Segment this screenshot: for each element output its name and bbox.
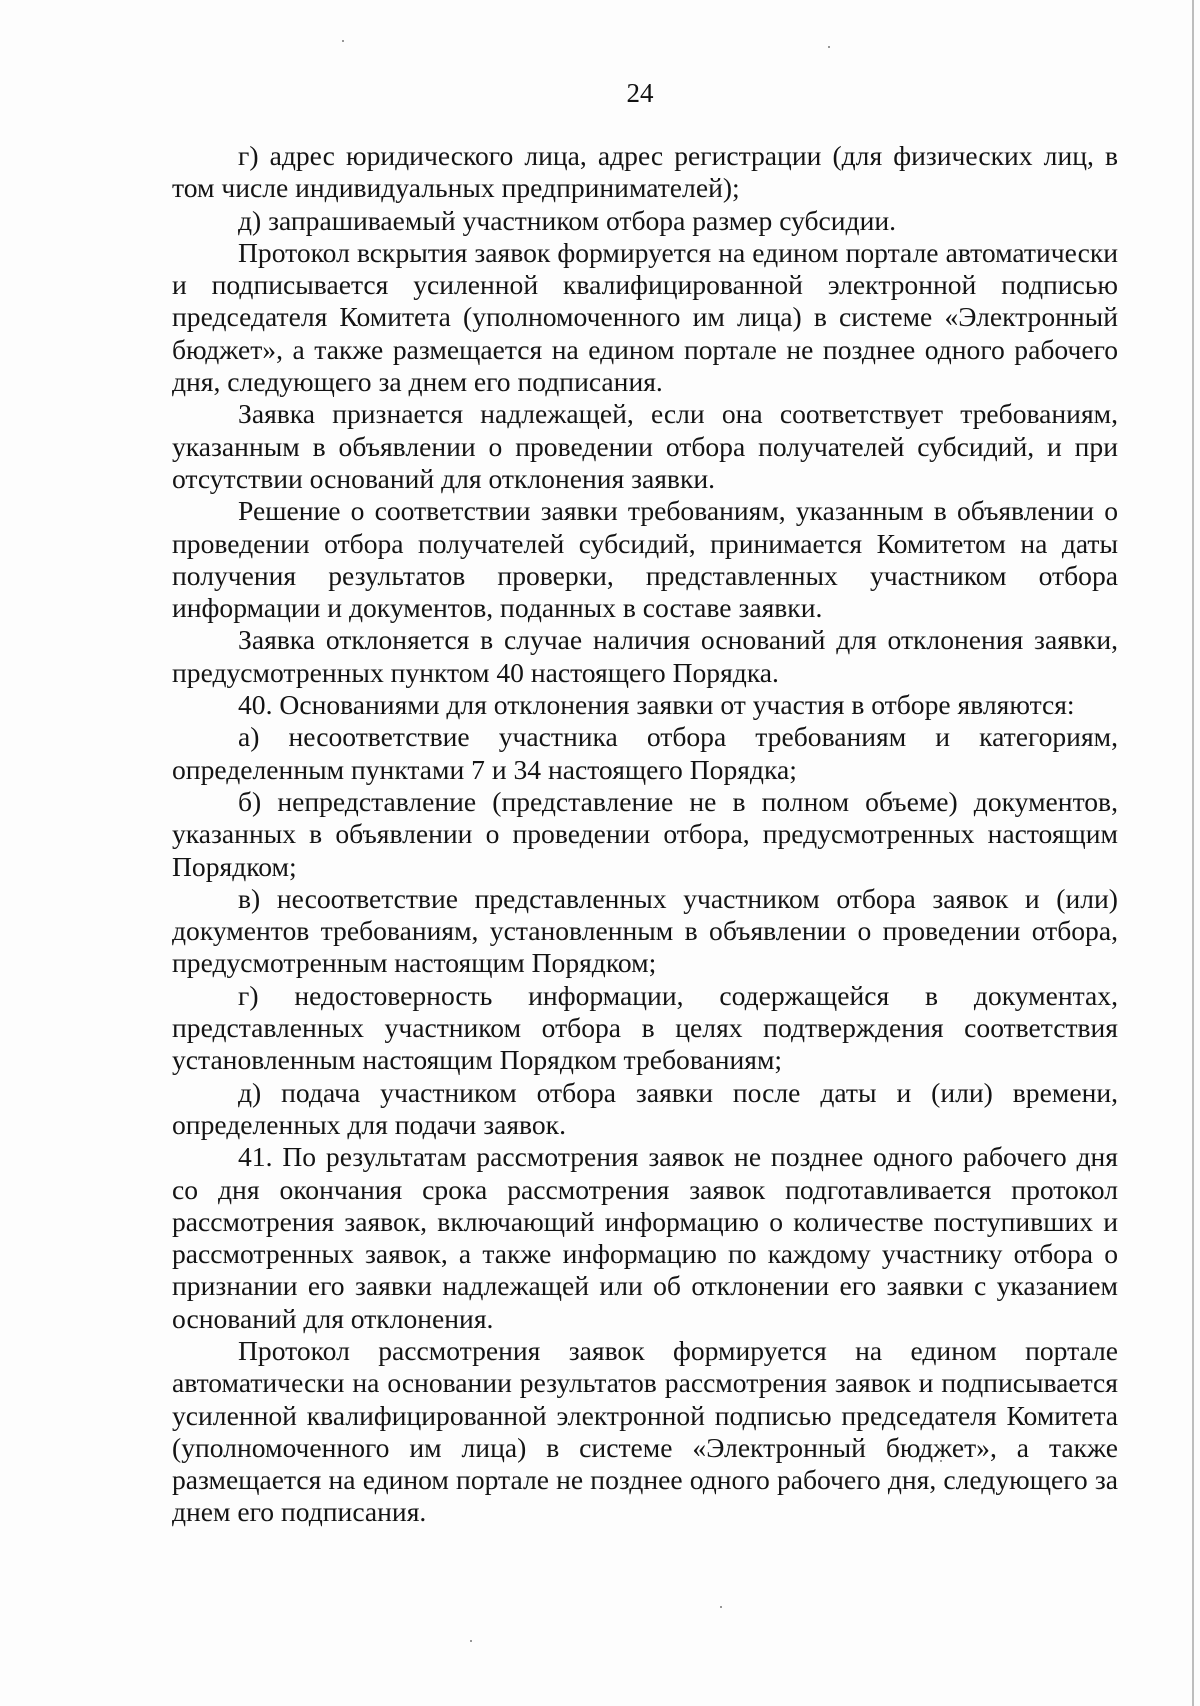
scan-speck	[828, 46, 830, 48]
scan-speck	[720, 1606, 722, 1608]
paragraph-clause-40-a: а) несоответствие участника отбора требованиям и категориям, определенным пунктами 7 и 34 настоящего Порядка;	[172, 721, 1118, 785]
paragraph-item-d-subsidy: д) запрашиваемый участником отбора размер субсидии.	[238, 204, 897, 236]
page-number: 24	[626, 78, 654, 108]
paragraph-clause-40: 40. Основаниями для отклонения заявки от участия в отборе являются:	[238, 689, 1075, 721]
scan-speck	[342, 40, 344, 42]
paragraph-item-g-address: г) адрес юридического лица, адрес регистрации (для физических лиц, в том числе индивидуальных предпринимателей);	[172, 140, 1118, 204]
paragraph-compliance-decision: Решение о соответствии заявки требованиям, указанным в объявлении о проведении отбора получателей субсидий, принимается Комитетом на даты получения результатов проверки, представленных участником отбора информации и документов, поданных в составе заявки.	[172, 495, 1118, 624]
paragraph-clause-40-d: д) подача участником отбора заявки после даты и (или) времени, определенных для подачи заявок.	[172, 1076, 1118, 1140]
document-body	[172, 140, 1118, 1529]
paragraph-clause-40-v: в) несоответствие представленных участником отбора заявок и (или) документов требованиям, установленным в объявлении о проведении отбора, предусмотренным настоящим Порядком;	[172, 882, 1118, 979]
paragraph-application-rejected: Заявка отклоняется в случае наличия оснований для отклонения заявки, предусмотренных пунктом 40 настоящего Порядка.	[172, 624, 1118, 688]
scan-speck	[470, 1640, 472, 1642]
paragraph-clause-41: 41. По результатам рассмотрения заявок не позднее одного рабочего дня со дня окончания срока рассмотрения заявок подготавливается протокол рассмотрения заявок, включающий информацию о количестве поступивших и рассмотренных заявок, а также информацию по каждому участнику отбора о признании его заявки надлежащей или об отклонении его заявки с указанием оснований для отклонения.	[172, 1141, 1118, 1334]
paragraph-opening-protocol: Протокол вскрытия заявок формируется на едином портале автоматически и подписывается усиленной квалифицированной электронной подписью председателя Комитета (уполномоченного им лица) в системе «Электронный бюджет», а также размещается на едином портале не позднее одного рабочего дня, следующего за днем его подписания.	[172, 236, 1118, 398]
scan-edge	[1192, 0, 1194, 1706]
paragraph-clause-40-g: г) недостоверность информации, содержащейся в документах, представленных участником отбора в целях подтверждения соответствия установленным настоящим Порядком требованиям;	[172, 979, 1118, 1076]
paragraph-clause-40-b: б) непредставление (представление не в полном объеме) документов, указанных в объявлении о проведении отбора, предусмотренных настоящим Порядком;	[172, 785, 1118, 882]
paragraph-application-proper: Заявка признается надлежащей, если она соответствует требованиям, указанным в объявлении о проведении отбора получателей субсидий, и при отсутствии оснований для отклонения заявки.	[172, 398, 1118, 494]
paragraph-review-protocol: Протокол рассмотрения заявок формируется на едином портале автоматически на основании результатов рассмотрения заявок и подписывается усиленной квалифицированной электронной подписью председателя Комитета (уполномоченного им лица) в системе «Электронный бюджет», а также размещается на едином портале не позднее одного рабочего дня, следующего за днем его подписания.	[172, 1334, 1118, 1528]
